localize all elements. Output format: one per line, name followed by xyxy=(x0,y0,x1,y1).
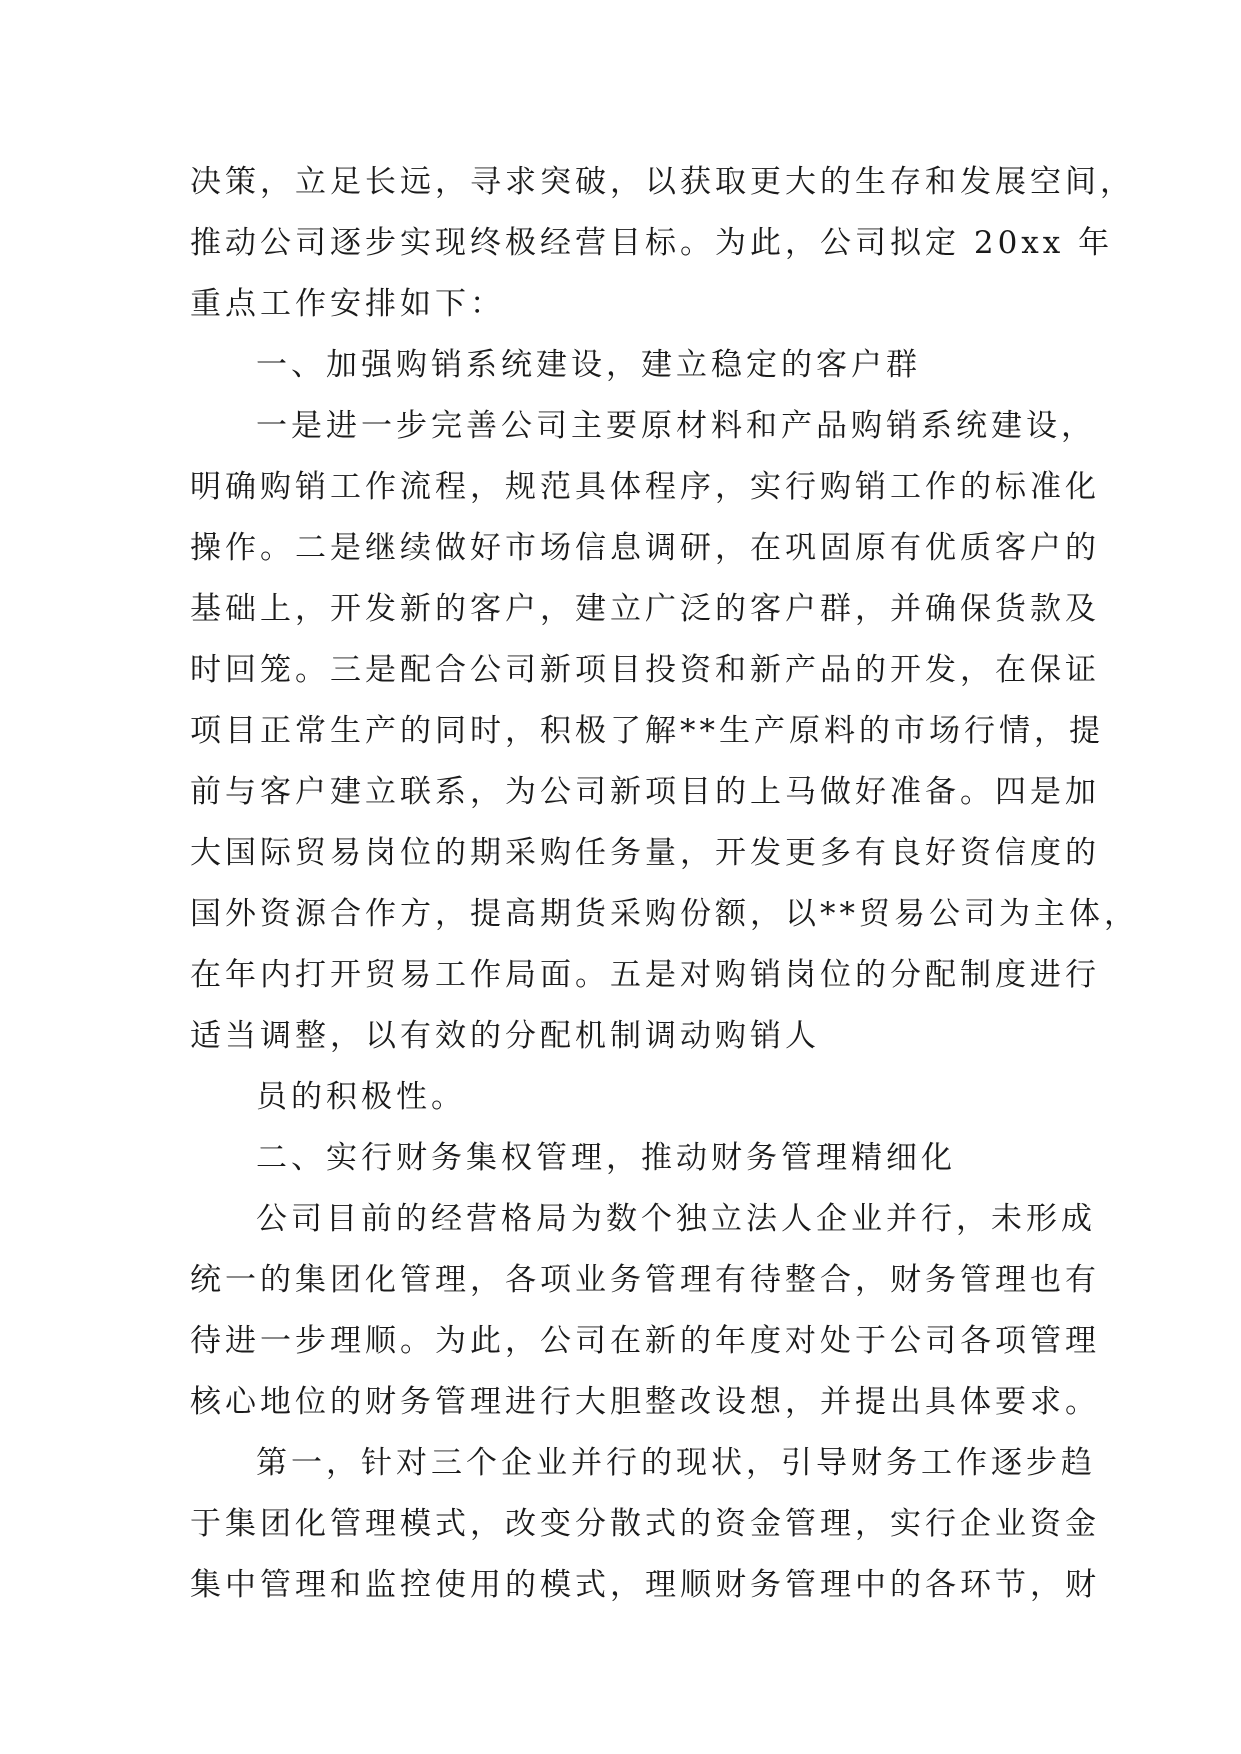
text-line: 操作。二是继续做好市场信息调研，在巩固原有优质客户的 xyxy=(190,530,1100,566)
text-line: 国外资源合作方，提高期货采购份额，以**贸易公司为主体， xyxy=(190,896,1139,932)
paragraph-start: 一是进一步完善公司主要原材料和产品购销系统建设， xyxy=(256,408,1096,444)
text-line: 统一的集团化管理，各项业务管理有待整合，财务管理也有 xyxy=(190,1262,1100,1298)
section-heading: 二、实行财务集权管理，推动财务管理精细化 xyxy=(256,1140,956,1176)
text-line: 员的积极性。 xyxy=(256,1079,466,1115)
document-body xyxy=(190,152,1139,1616)
text-line: 大国际贸易岗位的期采购任务量，开发更多有良好资信度的 xyxy=(190,835,1100,871)
text-line: 适当调整，以有效的分配机制调动购销人 xyxy=(190,1018,820,1054)
text-line: 重点工作安排如下： xyxy=(190,286,505,322)
text-line: 项目正常生产的同时，积极了解**生产原料的市场行情，提 xyxy=(190,713,1104,749)
text-line: 集中管理和监控使用的模式，理顺财务管理中的各环节，财 xyxy=(190,1567,1100,1603)
text-line: 前与客户建立联系，为公司新项目的上马做好准备。四是加 xyxy=(190,774,1100,810)
section-heading: 一、加强购销系统建设，建立稳定的客户群 xyxy=(256,347,921,383)
text-line: 推动公司逐步实现终极经营目标。为此，公司拟定 20xx 年 xyxy=(190,225,1114,261)
paragraph-start: 第一，针对三个企业并行的现状，引导财务工作逐步趋 xyxy=(256,1445,1096,1481)
text-line: 明确购销工作流程，规范具体程序，实行购销工作的标准化 xyxy=(190,469,1100,505)
text-line: 核心地位的财务管理进行大胆整改设想，并提出具体要求。 xyxy=(190,1384,1100,1420)
text-line: 于集团化管理模式，改变分散式的资金管理，实行企业资金 xyxy=(190,1506,1100,1542)
text-line: 决策，立足长远，寻求突破，以获取更大的生存和发展空间， xyxy=(190,164,1135,200)
paragraph-start: 公司目前的经营格局为数个独立法人企业并行，未形成 xyxy=(256,1201,1096,1237)
text-line: 时回笼。三是配合公司新项目投资和新产品的开发，在保证 xyxy=(190,652,1100,688)
text-line: 待进一步理顺。为此，公司在新的年度对处于公司各项管理 xyxy=(190,1323,1100,1359)
text-line: 基础上，开发新的客户，建立广泛的客户群，并确保货款及 xyxy=(190,591,1100,627)
text-line: 在年内打开贸易工作局面。五是对购销岗位的分配制度进行 xyxy=(190,957,1100,993)
